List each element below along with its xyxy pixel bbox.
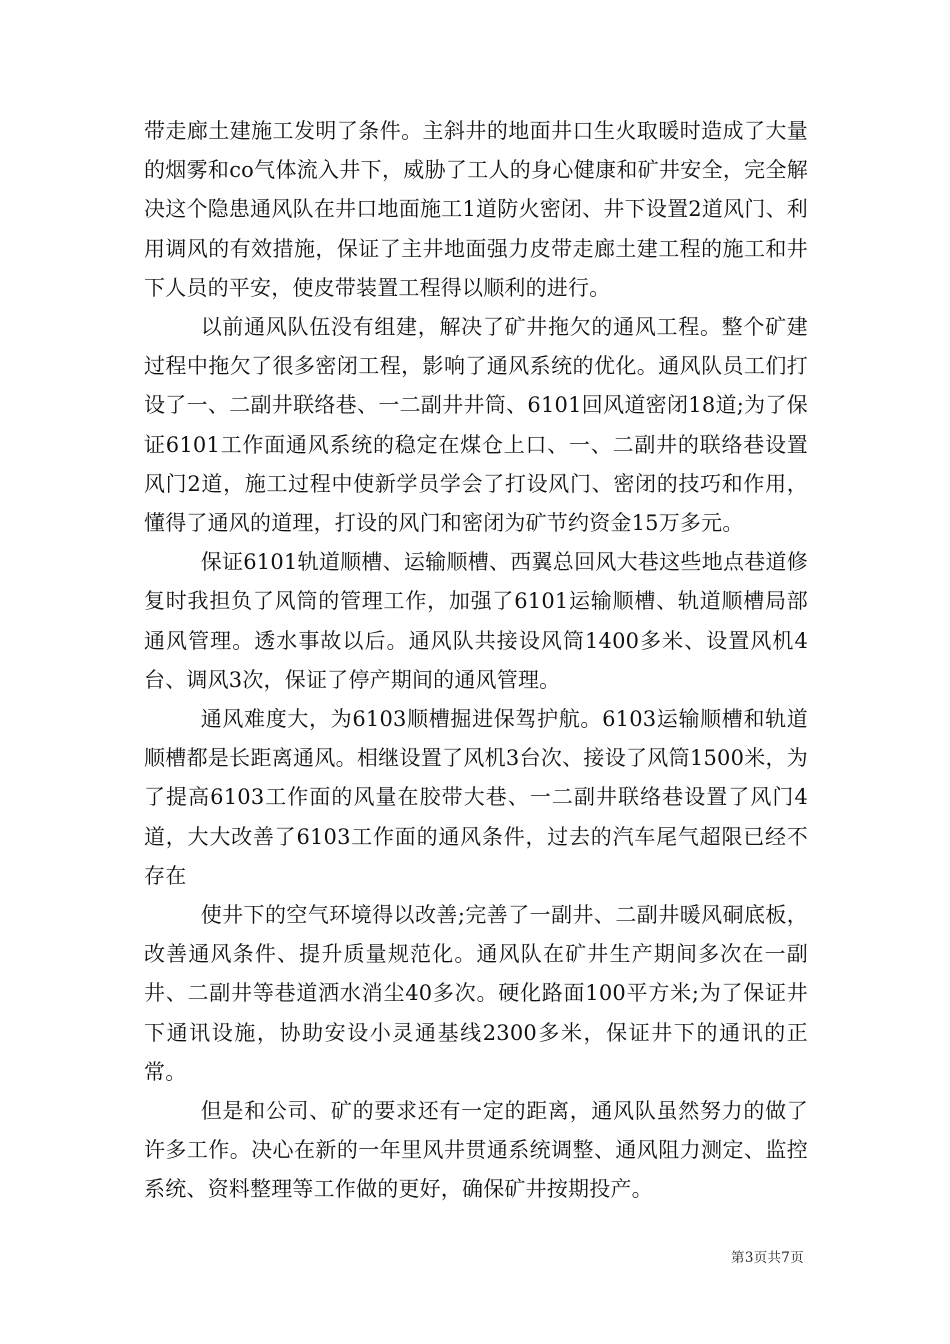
paragraph: 保证6101轨道顺槽、运输顺槽、西翼总回风大巷这些地点巷道修复时我担负了风筒的管理工作，加强了6101运输顺槽、轨道顺槽局部通风管理。透水事故以后。通风队共接设风筒1400多米、设置风机4台、调风3次，保证了停产期间的通风管理。 (144, 550, 808, 692)
page-number: 第3页共7页 (731, 1250, 804, 1266)
paragraph: 通风难度大，为6103顺槽掘进保驾护航。6103运输顺槽和轨道顺槽都是长距离通风。相继设置了风机3台次、接设了风筒1500米，为了提高6103工作面的风量在胶带大巷、一二副井联络巷设置了风门4道，大大改善了6103工作面的通风条件，过去的汽车尾气超限已经不存在 (144, 707, 808, 888)
document-body (144, 112, 808, 1210)
paragraph: 以前通风队伍没有组建，解决了矿井拖欠的通风工程。整个矿建过程中拖欠了很多密闭工程，影响了通风系统的优化。通风队员工们打设了一、二副井联络巷、一二副井井筒、6101回风道密闭18道;为了保证6101工作面通风系统的稳定在煤仓上口、一、二副井的联络巷设置风门2道，施工过程中使新学员学会了打设风门、密闭的技巧和作用，懂得了通风的道理，打设的风门和密闭为矿节约资金15万多元。 (144, 315, 808, 536)
paragraph: 但是和公司、矿的要求还有一定的距离，通风队虽然努力的做了许多工作。决心在新的一年里风井贯通系统调整、通风阻力测定、监控系统、资料整理等工作做的更好，确保矿井按期投产。 (144, 1099, 808, 1202)
paragraph: 使井下的空气环境得以改善;完善了一副井、二副井暖风硐底板，改善通风条件、提升质量规范化。通风队在矿井生产期间多次在一副井、二副井等巷道洒水消尘40多次。硬化路面100平方米;为了保证井下通讯设施，协助安设小灵通基线2300多米，保证井下的通讯的正常。 (144, 903, 808, 1084)
paragraph-continued: 带走廊土建施工发明了条件。主斜井的地面井口生火取暖时造成了大量的烟雾和co气体流入井下，威胁了工人的身心健康和矿井安全，完全解决这个隐患通风队在井口地面施工1道防火密闭、井下设置2道风门、利用调风的有效措施，保证了主井地面强力皮带走廊土建工程的施工和井下人员的平安，使皮带装置工程得以顺利的进行。 (144, 119, 808, 300)
